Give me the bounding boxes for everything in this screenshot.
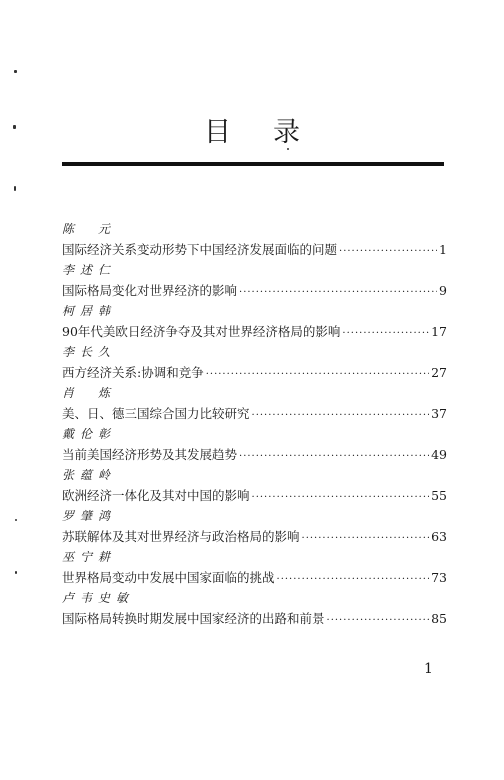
toc-line[interactable] (62, 485, 447, 506)
toc-line[interactable] (62, 567, 447, 588)
toc-page: 55 (431, 488, 447, 503)
dot-leader (239, 446, 429, 467)
toc-title: 国际经济关系变动形势下中国经济发展面临的问题 (62, 242, 338, 257)
dot-leader (206, 364, 429, 385)
toc-line[interactable] (62, 444, 447, 465)
dot-leader (252, 405, 430, 426)
toc-title: 国际格局变化对世界经济的影响 (62, 283, 238, 298)
toc-page: 1 (439, 242, 447, 257)
toc-entry (62, 219, 447, 260)
toc-page: 37 (431, 406, 447, 421)
toc-page: 85 (431, 611, 447, 626)
toc-title: 90年代美欧日经济争夺及其对世界经济格局的影响 (62, 324, 341, 339)
toc-entry (62, 383, 447, 424)
toc-title: 当前美国经济形势及其发展趋势 (62, 447, 238, 462)
toc-entry (62, 465, 447, 506)
toc-author: 李长久 (62, 345, 117, 359)
toc-entry (62, 424, 447, 465)
toc-page: 27 (431, 365, 447, 380)
page-title: 目录 (204, 117, 342, 149)
toc-title: 美、日、德三国综合国力比较研究 (62, 406, 250, 421)
dot-leader (239, 282, 437, 303)
toc-author: 罗肇鸿 (62, 509, 117, 523)
scan-speck (287, 148, 289, 150)
toc-line[interactable] (62, 239, 447, 260)
toc-entry (62, 260, 447, 301)
toc-title: 西方经济关系:协调和竞争 (62, 365, 204, 380)
dot-leader (302, 528, 430, 549)
toc-author: 陈 元 (62, 222, 117, 236)
dot-leader (327, 610, 430, 631)
toc-line[interactable] (62, 321, 447, 342)
scan-speck (15, 519, 17, 521)
toc-line[interactable] (62, 608, 447, 629)
toc-title: 世界格局变动中发展中国家面临的挑战 (62, 570, 275, 585)
toc-entry (62, 547, 447, 588)
dot-leader (342, 323, 429, 344)
toc-title: 国际格局转换时期发展中国家经济的出路和前景 (62, 611, 325, 626)
page-number: 1 (424, 661, 433, 677)
toc-page: 63 (431, 529, 447, 544)
dot-leader (339, 241, 437, 262)
toc-entry (62, 506, 447, 547)
scan-speck (15, 571, 17, 574)
toc-page: 49 (431, 447, 447, 462)
dot-leader (252, 487, 430, 508)
toc-author: 柯居韩 (62, 304, 117, 318)
toc-line[interactable] (62, 280, 447, 301)
toc-line[interactable] (62, 526, 447, 547)
scan-speck (14, 70, 17, 73)
toc-entry (62, 342, 447, 383)
toc-title: 苏联解体及其对世界经济与政治格局的影响 (62, 529, 300, 544)
scan-speck (13, 125, 16, 129)
toc-author: 巫宁耕 (62, 550, 117, 564)
toc-entry (62, 301, 447, 342)
toc-author: 肖 炼 (62, 386, 117, 400)
dot-leader (277, 569, 430, 590)
scan-speck (14, 186, 16, 191)
toc-author: 卢韦史敏 (62, 591, 135, 605)
toc-author: 李述仁 (62, 263, 117, 277)
title-rule (62, 162, 444, 166)
toc-page: 9 (439, 283, 447, 298)
toc-entry (62, 588, 447, 629)
toc-line[interactable] (62, 362, 447, 383)
table-of-contents (62, 219, 447, 629)
toc-page: 73 (431, 570, 447, 585)
toc-author: 戴伦彰 (62, 427, 117, 441)
toc-title: 欧洲经济一体化及其对中国的影响 (62, 488, 250, 503)
toc-author: 张蕴岭 (62, 468, 117, 482)
toc-page: 17 (431, 324, 447, 339)
toc-line[interactable] (62, 403, 447, 424)
